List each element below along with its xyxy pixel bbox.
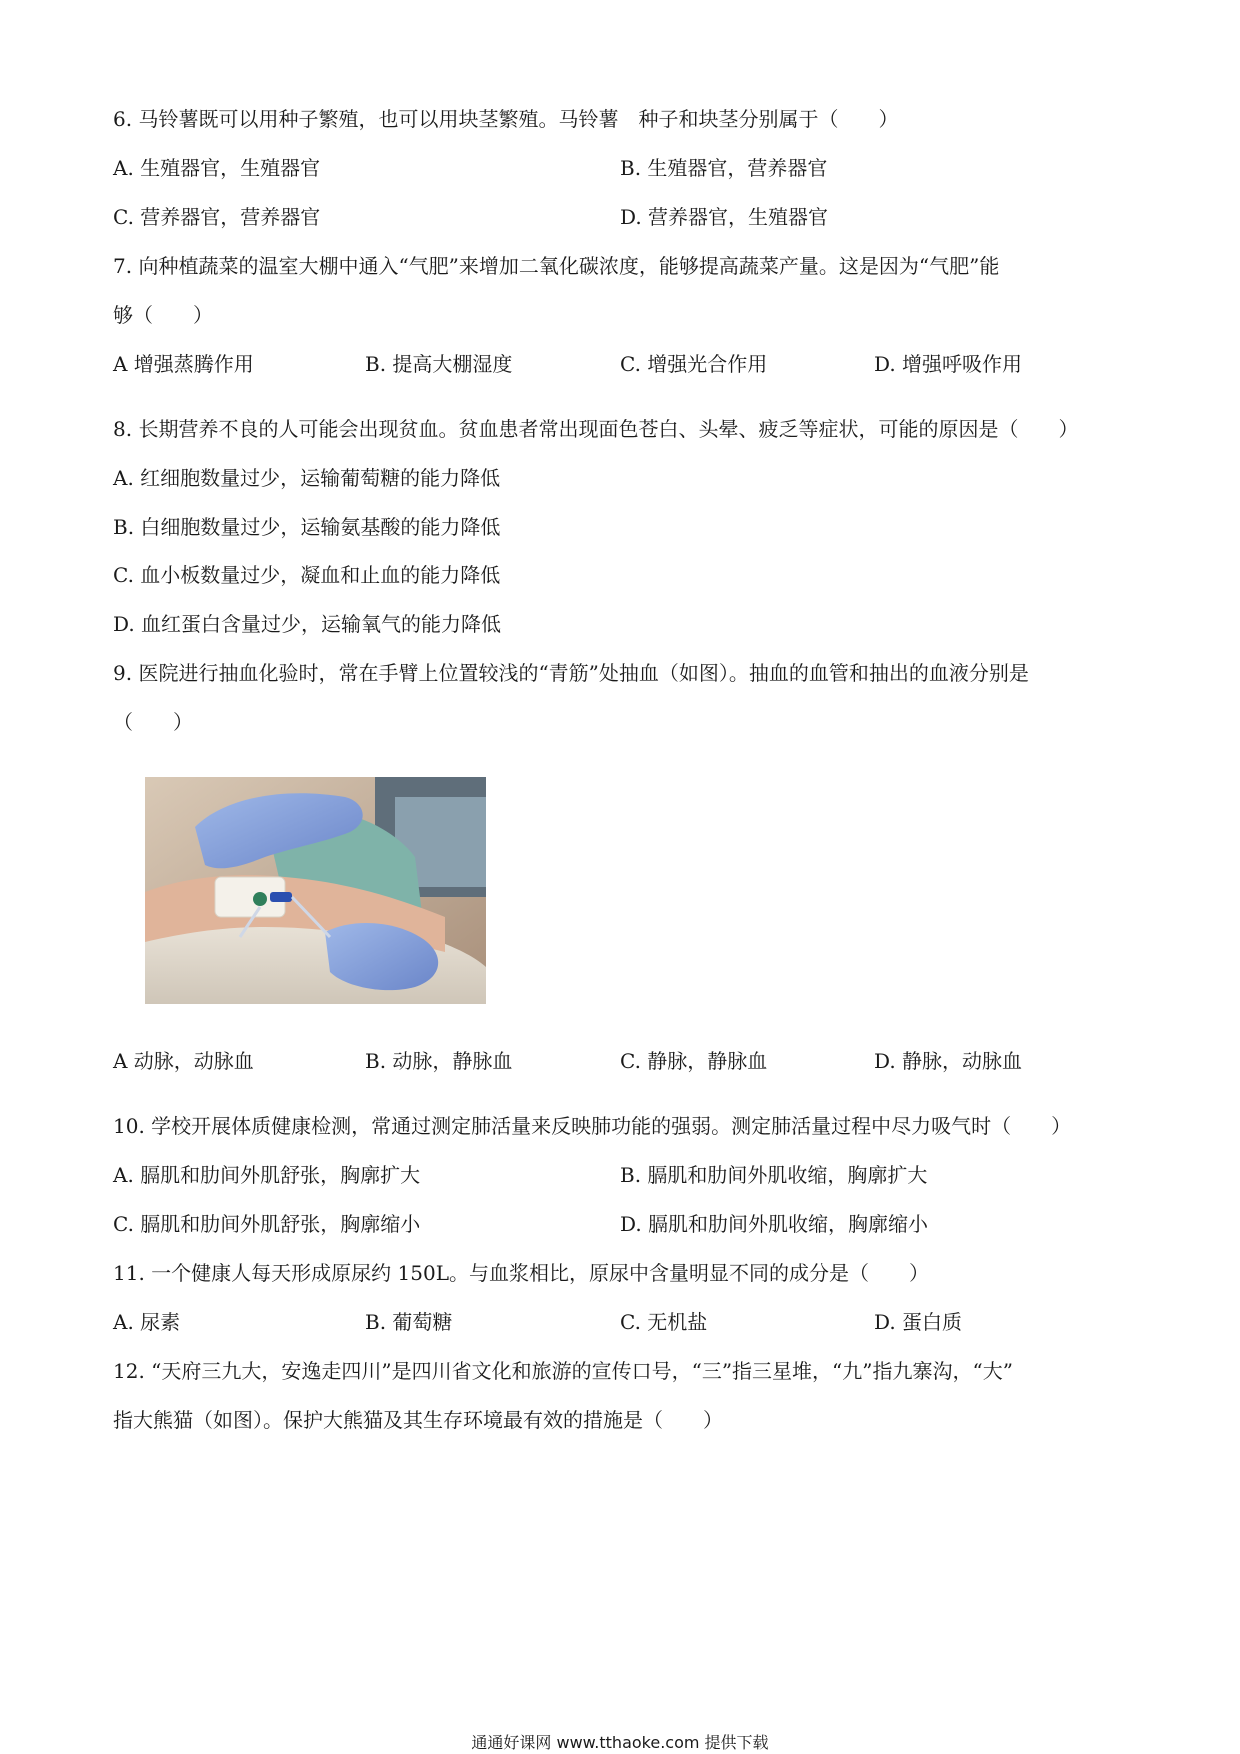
q11-option-d: D. 蛋白质 <box>874 1310 963 1334</box>
q8-option-c: C. 血小板数量过少，凝血和止血的能力降低 <box>113 563 501 587</box>
q6-stem: 6. 马铃薯既可以用种子繁殖，也可以用块茎繁殖。马铃薯 种子和块茎分别属于（ ） <box>113 107 899 131</box>
q7-option-b: B. 提高大棚湿度 <box>365 352 513 376</box>
q10-option-a: A. 膈肌和肋间外肌舒张，胸廓扩大 <box>113 1163 421 1187</box>
q7-stem-line1: 7. 向种植蔬菜的温室大棚中通入“气肥”来增加二氧化碳浓度，能够提高蔬菜产量。这是因为“气肥”能 <box>113 254 1000 278</box>
blood-draw-photo <box>145 777 486 1004</box>
q7-option-c: C. 增强光合作用 <box>620 352 768 376</box>
q10-stem: 10. 学校开展体质健康检测，常通过测定肺活量来反映肺功能的强弱。测定肺活量过程中尽力吸气时（ ） <box>113 1114 1072 1138</box>
q10-option-b: B. 膈肌和肋间外肌收缩，胸廓扩大 <box>620 1163 928 1187</box>
q9-option-d: D. 静脉，动脉血 <box>874 1049 1023 1073</box>
q11-option-b: B. 葡萄糖 <box>365 1310 453 1334</box>
q12-stem-line1: 12. “天府三九大，安逸走四川”是四川省文化和旅游的宣传口号，“三”指三星堆，“九”指九寨沟，“大” <box>113 1359 1013 1383</box>
q11-stem: 11. 一个健康人每天形成原尿约 150L。与血浆相比，原尿中含量明显不同的成分是（ ） <box>113 1261 929 1285</box>
q10-option-c: C. 膈肌和肋间外肌舒张，胸廓缩小 <box>113 1212 421 1236</box>
q6-option-a: A. 生殖器官，生殖器官 <box>113 156 321 180</box>
q10-option-d: D. 膈肌和肋间外肌收缩，胸廓缩小 <box>620 1212 929 1236</box>
q9-stem-line1: 9. 医院进行抽血化验时，常在手臂上位置较浅的“青筋”处抽血（如图）。抽血的血管和抽出的血液分别是 <box>113 661 1029 685</box>
page-footer: 通通好课网 www.tthaoke.com 提供下载 <box>471 1733 769 1752</box>
q6-option-b: B. 生殖器官，营养器官 <box>620 156 828 180</box>
q8-option-a: A. 红细胞数量过少，运输葡萄糖的能力降低 <box>113 466 501 490</box>
q9-option-a: A 动脉，动脉血 <box>113 1049 254 1073</box>
q7-option-d: D. 增强呼吸作用 <box>874 352 1023 376</box>
q7-stem-line2: 够（ ） <box>113 303 213 327</box>
q7-option-a: A 增强蒸腾作用 <box>113 352 254 376</box>
q9-option-b: B. 动脉，静脉血 <box>365 1049 513 1073</box>
q6-option-c: C. 营养器官，营养器官 <box>113 205 321 229</box>
q8-option-d: D. 血红蛋白含量过少，运输氧气的能力降低 <box>113 612 502 636</box>
q11-option-c: C. 无机盐 <box>620 1310 708 1334</box>
q12-stem-line2: 指大熊猫（如图）。保护大熊猫及其生存环境最有效的措施是（ ） <box>113 1408 723 1432</box>
q9-option-c: C. 静脉，静脉血 <box>620 1049 768 1073</box>
q8-option-b: B. 白细胞数量过少，运输氨基酸的能力降低 <box>113 515 501 539</box>
q9-stem-line2: （ ） <box>113 710 193 734</box>
q11-option-a: A. 尿素 <box>113 1310 181 1334</box>
q8-stem: 8. 长期营养不良的人可能会出现贫血。贫血患者常出现面色苍白、头晕、疲乏等症状，可能的原因是（ ） <box>113 417 1079 441</box>
q6-option-d: D. 营养器官，生殖器官 <box>620 205 829 229</box>
